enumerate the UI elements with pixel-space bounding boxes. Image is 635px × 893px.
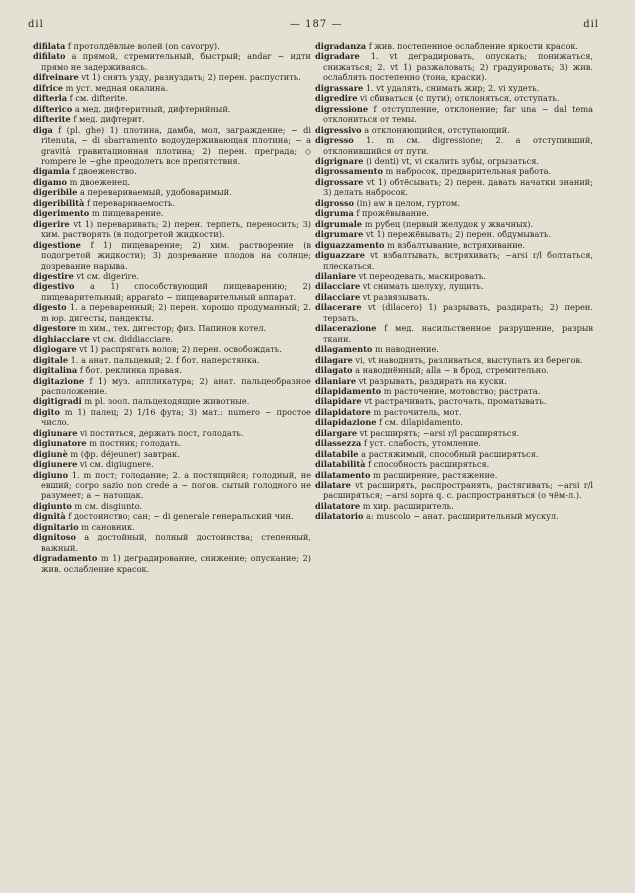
headword: diguazzamento <box>315 239 385 250</box>
definition: f жив. постепенное ослабление яркости красок. <box>366 41 579 51</box>
headword: difilata <box>33 41 66 51</box>
dictionary-entry <box>315 271 593 281</box>
dictionary-entry <box>33 376 311 397</box>
headword: difterite <box>33 114 71 125</box>
definition: m расточение, мотовство; растрата. <box>381 385 541 396</box>
headword: digiunè <box>33 448 68 459</box>
definition: (i denti) vt, vi скалить зубы, огрызаться. <box>363 155 539 166</box>
dictionary-entry <box>33 219 311 240</box>
dictionary-entry <box>315 250 593 271</box>
headword: digrossare <box>315 176 364 187</box>
definition: a: muscolo ~ анат. расширительный мускул. <box>363 511 559 522</box>
headword: digruma <box>315 208 354 219</box>
definition: vi, vt наводнять, разливаться, выступать из берегов. <box>352 354 583 365</box>
definition: m пищеварение. <box>89 208 164 219</box>
dictionary-entry <box>315 438 593 448</box>
headword: digestore <box>33 323 77 334</box>
definition: a растяжимый, способный расширяться. <box>358 448 539 459</box>
dictionary-entry <box>33 449 311 459</box>
headword: diguazzare <box>315 250 365 261</box>
definition: f бот. реклинка правая. <box>77 365 182 376</box>
definition: f см. dilapidamento. <box>376 417 463 428</box>
headword: digiunere <box>33 459 78 470</box>
dictionary-entry <box>33 177 311 187</box>
definition: vt 1) обтёсывать; 2) перен. давать начатки знаний; 3) делать набросок. <box>323 176 593 198</box>
dictionary-entry <box>33 532 311 553</box>
dictionary-entry <box>315 365 593 375</box>
headword: dilagamento <box>315 344 373 355</box>
dictionary-entry <box>33 459 311 469</box>
dictionary-entry <box>33 93 311 103</box>
definition: 1. m пост; голодание; 2. a постящийся; голодный, не евший; corpo sazio non crede a ~ погов. сытый голодного не разумеет; a ~ натощак. <box>41 469 311 501</box>
headword: digressivo <box>315 124 362 135</box>
definition: m рубец (первый желудок у жвачных). <box>362 218 534 229</box>
dictionary-entry <box>315 104 593 125</box>
definition: m уст. медная окалина. <box>62 82 168 93</box>
headword: dighiacciare <box>33 333 90 344</box>
headword: dignità <box>33 511 66 522</box>
dictionary-entry <box>33 323 311 333</box>
headword: digressione <box>315 103 369 114</box>
headword: digradanza <box>315 41 367 51</box>
definition: 1. m см. digressione; 2. a отступивший, отклонившийся от пути. <box>323 135 593 156</box>
dictionary-entry <box>33 302 311 323</box>
headword: digiuno <box>33 469 69 480</box>
left-column <box>33 41 311 574</box>
dictionary-entry <box>315 51 593 82</box>
headword: dilapidazione <box>315 417 377 428</box>
dictionary-entry <box>33 166 311 176</box>
headword: dilatare <box>315 480 351 491</box>
definition: vi поститься, держать пост, голодать. <box>77 427 244 438</box>
definition: 1. a анат. пальцевый; 2. f бот. наперстянка. <box>68 354 260 365</box>
definition: vt см. digerire. <box>73 270 139 281</box>
headword: dilaniare <box>315 375 357 386</box>
headword: digito <box>33 406 60 417</box>
headword: dilargare <box>315 427 358 438</box>
definition: f прожёвывание. <box>353 208 430 219</box>
dictionary-entry <box>33 344 311 354</box>
definition: a 1) способствующий пищеварению; 2) пищеварительный; apparato ~ пищеварительный аппарат. <box>41 281 311 302</box>
dictionary-entry <box>315 93 593 103</box>
definition: 1. vt удалять, снимать жир; 2. vi худеть. <box>363 82 540 93</box>
headword: digiunto <box>33 500 72 511</box>
dictionary-entry <box>33 522 311 532</box>
header-left-guide-word: dil <box>28 19 44 30</box>
dictionary-entry <box>33 438 311 448</box>
headword: difreinare <box>33 72 79 83</box>
definition: m постник; голодать. <box>86 438 182 449</box>
dictionary-entry <box>315 428 593 438</box>
headword: dilapidatore <box>315 406 371 417</box>
definition: vt см. diddiacciare. <box>89 333 173 344</box>
definition: (in) aw в целом, гуртом. <box>354 197 460 208</box>
dictionary-entry <box>315 198 593 208</box>
headword: digeribile <box>33 187 78 198</box>
definition: vt снимать шелуху, лущить. <box>360 281 484 292</box>
headword: diga <box>33 124 53 135</box>
headword: digitalina <box>33 365 78 376</box>
right-column <box>315 41 593 522</box>
definition: 1. a переваренный; 2) перен. хорошо продуманный; 2. m юр. дигесты, пандекты. <box>41 302 311 323</box>
page-number: — 187 — <box>290 19 343 30</box>
dictionary-entry <box>315 302 593 323</box>
dictionary-entry <box>315 480 593 501</box>
dictionary-entry <box>33 553 311 574</box>
headword: digeribilità <box>33 197 85 208</box>
dictionary-entry <box>315 240 593 250</box>
definition: a мед. дифтеритный, дифтерийный. <box>72 103 231 114</box>
headword: digerire <box>33 218 70 229</box>
definition: f мед. насильственное разрушение, разрыв ткани. <box>323 323 593 344</box>
dictionary-entry <box>33 83 311 93</box>
definition: a достойный, полный достоинства; степенный, важный. <box>41 532 311 553</box>
headword: difterico <box>33 103 73 114</box>
dictionary-entry <box>33 407 311 428</box>
definition: m pl. зоол. пальцеходящие животные. <box>81 396 250 407</box>
headword: dilaniare <box>315 270 357 281</box>
definition: m сановник. <box>78 521 135 532</box>
headword: digerimento <box>33 208 90 219</box>
definition: m хир. расширитель. <box>360 500 454 511</box>
definition: f см. difterite. <box>67 93 128 104</box>
dictionary-entry <box>33 125 311 167</box>
header-right-guide-word: dil <box>583 19 599 30</box>
dictionary-entry <box>33 334 311 344</box>
definition: m см. disgiunto. <box>71 500 143 511</box>
headword: dilagato <box>315 365 353 376</box>
dictionary-entry <box>315 219 593 229</box>
headword: dilapidare <box>315 396 362 407</box>
dictionary-entry <box>315 156 593 166</box>
definition: vt расширять; ~arsi r/l расширяться. <box>357 427 520 438</box>
definition: vt разрывать, раздирать на куски. <box>356 375 507 386</box>
definition: a прямой, стремительный, быстрый; andar ~ идти прямо не задерживаясь. <box>41 51 311 72</box>
definition: m двоеженец. <box>67 176 130 187</box>
dictionary-entry <box>315 396 593 406</box>
dictionary-entry <box>315 376 593 386</box>
headword: difrice <box>33 82 63 93</box>
dictionary-entry <box>33 511 311 521</box>
headword: dilacerare <box>315 302 362 313</box>
dictionary-entry <box>33 355 311 365</box>
headword: digradamento <box>33 553 98 564</box>
dictionary-entry <box>33 428 311 438</box>
definition: vt развязывать. <box>360 291 430 302</box>
definition: vi см. digiugnere. <box>77 459 154 470</box>
definition: vt 1) распрягать волов; 2) перен. освобождать. <box>76 344 282 355</box>
dictionary-entry <box>315 125 593 135</box>
definition: vt 1) снять узду, разнуздать; 2) перен. распустить. <box>78 72 301 83</box>
dictionary-entry <box>315 449 593 459</box>
dictionary-entry <box>33 271 311 281</box>
headword: digrumare <box>315 229 364 240</box>
definition: m наводнение. <box>372 344 439 355</box>
dictionary-entry <box>33 501 311 511</box>
headword: digesto <box>33 302 67 313</box>
definition: vt (dilacero) 1) разрывать, раздирать; 2) перен. терзать. <box>323 302 593 323</box>
definition: m расширение, растяжение. <box>370 469 498 480</box>
dictionary-entry <box>315 166 593 176</box>
headword: dilacciare <box>315 291 361 302</box>
headword: digrignare <box>315 155 364 166</box>
dictionary-entry <box>315 459 593 469</box>
definition: f 1) муз. аппликатура; 2) анат. пальцеобразное расположение. <box>41 375 311 396</box>
headword: digitigradi <box>33 396 82 407</box>
headword: difterla <box>33 93 68 104</box>
dictionary-entry <box>315 344 593 354</box>
definition: f отступление, отклонение; far una ~ dal tema отклониться от темы. <box>323 103 593 125</box>
definition: f двоеженство. <box>69 166 137 177</box>
headword: dilatatorio <box>315 511 364 522</box>
dictionary-entry <box>33 41 311 51</box>
dictionary-entry <box>33 281 311 302</box>
dictionary-entry <box>315 501 593 511</box>
dictionary-entry <box>33 470 311 501</box>
definition: f протолдёвлые волей (on cavorpy). <box>65 41 220 51</box>
dictionary-entry <box>33 51 311 72</box>
definition: m 1) деградирование, снижение; опускание; 2) жив. ослабление красок. <box>41 553 311 574</box>
headword: digestivo <box>33 281 75 292</box>
definition: f 1) пищеварение; 2) хим. растворение (в подогретой жидкости); 3) дозревание плодов на солнце; дозревание нарыва. <box>41 239 311 271</box>
definition: vt 1) переваривать; 2) перен. терпеть, переносить; 3) хим. растворять (в подогретой жидкости). <box>41 218 311 240</box>
headword: dilatabile <box>315 448 359 459</box>
dictionary-entry <box>33 72 311 82</box>
dictionary-entry <box>33 104 311 114</box>
dictionary-entry <box>315 511 593 521</box>
headword: digitazione <box>33 375 85 386</box>
definition: f (pl. ghe) 1) плотина, дамба, мол, заграждение; ~ di ritenuta, ~ di sbarramento водоудерживающая плотина; ~ a gravità гравитационная плотина; 2) перен. преграда; ◇ rompere le ~ghe преодолеть все препятствия. <box>41 124 311 166</box>
dictionary-entry <box>315 208 593 218</box>
dictionary-entry <box>33 208 311 218</box>
definition: m набросок, предварительная работа. <box>382 166 552 177</box>
headword: dilatabilità <box>315 459 366 470</box>
dictionary-entry <box>33 114 311 124</box>
definition: m 1) палец; 2) 1/16 фута; 3) мат.: numero ~ простое число. <box>41 406 311 428</box>
definition: m расточитель, мот. <box>370 406 462 417</box>
dictionary-entry <box>315 229 593 239</box>
dictionary-entry <box>315 407 593 417</box>
dictionary-entry <box>315 135 593 156</box>
headword: dilatatore <box>315 500 361 511</box>
definition: f достоинство; сан; ~ di generale генеральский чин. <box>65 511 294 522</box>
headword: digrossamento <box>315 166 383 177</box>
headword: digitale <box>33 354 69 365</box>
definition: m хим., тех. дигестор; физ. Папинов котел. <box>76 323 267 334</box>
definition: f уст. слабость, утомление. <box>361 438 482 449</box>
definition: a наводнённый; alla ~ в брод, стремительно. <box>352 365 549 376</box>
dictionary-entry <box>33 396 311 406</box>
headword: digiunatore <box>33 438 87 449</box>
definition: f мед. дифтерит. <box>70 114 145 125</box>
dictionary-entry <box>315 41 593 51</box>
headword: digamia <box>33 166 70 177</box>
headword: dilacciare <box>315 281 361 292</box>
headword: dignitoso <box>33 532 76 543</box>
headword: digestire <box>33 270 74 281</box>
dictionary-entry <box>33 365 311 375</box>
definition: vt взбалтывать, встряхивать; ~arsi r/l болтаться, плескаться. <box>323 250 593 271</box>
headword: dignitario <box>33 521 79 532</box>
headword: digrosso <box>315 197 355 208</box>
definition: vt переодевать, маскировать. <box>356 270 486 281</box>
dictionary-entry <box>315 417 593 427</box>
definition: f перевариваемость. <box>84 197 175 208</box>
headword: digredire <box>315 93 358 104</box>
definition: a перевариваемый, удобоваримый. <box>77 187 232 198</box>
definition: m взбалтывание, встряхивание. <box>384 239 526 250</box>
definition: vt 1) пережёвывать; 2) перен. обдумывать. <box>363 229 551 240</box>
headword: digradare <box>315 51 360 62</box>
dictionary-entry <box>315 386 593 396</box>
dictionary-entry <box>315 177 593 198</box>
headword: dilacerazione <box>315 323 377 334</box>
dictionary-entry <box>33 187 311 197</box>
headword: digamo <box>33 176 67 187</box>
headword: digrassare <box>315 82 364 93</box>
headword: digresso <box>315 135 354 146</box>
definition: vt растрачивать, расточать, проматывать. <box>361 396 547 407</box>
headword: digrumale <box>315 218 363 229</box>
dictionary-entry <box>33 240 311 271</box>
definition: 1. vt деградировать, опускать; понижаться, снижаться; 2. vt 1) разжаловать; 2) градуировать; 3) жив. ослаблять постепенно (тона, краски). <box>323 51 593 83</box>
definition: vt расширять, распространять, растягивать; ~arsi r/l расширяться; ~arsi sopra q. c. распространяться (о чём-л.). <box>323 480 593 501</box>
headword: dilapidamento <box>315 385 382 396</box>
headword: difilato <box>33 51 66 62</box>
dictionary-entry <box>315 470 593 480</box>
definition: m (фр. déjeuner) завтрак. <box>67 448 180 459</box>
dictionary-entry <box>315 355 593 365</box>
dictionary-entry <box>33 198 311 208</box>
dictionary-entry <box>315 83 593 93</box>
headword: digiogare <box>33 344 77 355</box>
dictionary-entry <box>315 281 593 291</box>
headword: digiunare <box>33 427 78 438</box>
headword: dilatamento <box>315 469 371 480</box>
definition: a отклоняющийся, отступающий. <box>361 124 510 135</box>
dictionary-entry <box>315 292 593 302</box>
headword: dilassezza <box>315 438 362 449</box>
definition: f способность расширяться. <box>365 459 490 470</box>
dictionary-entry <box>315 323 593 344</box>
headword: digestione <box>33 239 81 250</box>
definition: vi сбиваться (с пути); отклоняться, отступать. <box>357 93 560 104</box>
headword: dilagare <box>315 354 353 365</box>
